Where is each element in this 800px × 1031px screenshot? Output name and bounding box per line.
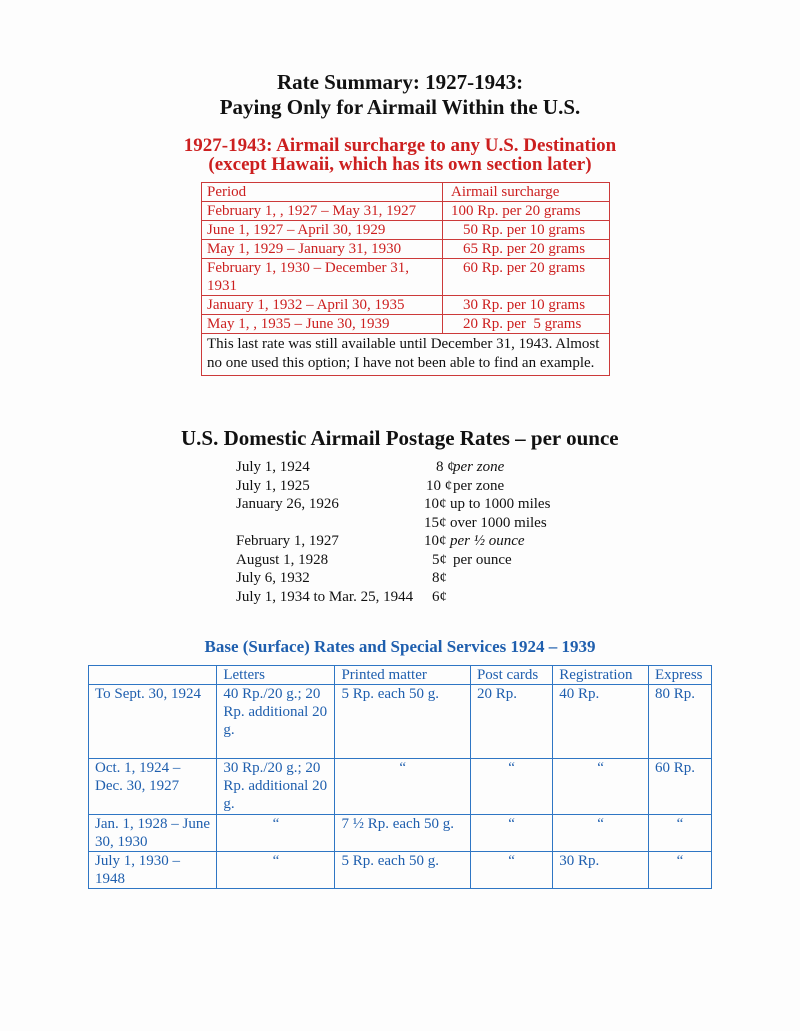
registration-cell: “	[553, 815, 649, 852]
postcards-cell: “	[470, 852, 552, 889]
header-post-cards: Post cards	[470, 666, 552, 685]
letters-cell: “	[217, 815, 335, 852]
rate-date: July 1, 1925	[236, 477, 310, 494]
header-printed-matter: Printed matter	[335, 666, 470, 685]
express-cell: 80 Rp.	[649, 685, 712, 759]
period-cell: February 1, , 1927 – May 31, 1927	[202, 202, 443, 221]
surcharge-header-row	[202, 183, 610, 202]
surcharge-cell: 60 Rp. per 20 grams	[443, 259, 610, 296]
rate-date: July 6, 1932	[236, 570, 310, 586]
rate-date: July 1, 1934 to Mar. 25, 1944	[236, 588, 414, 605]
rate-amount: 8¢	[432, 570, 447, 586]
rate-unit: per zone	[453, 477, 505, 494]
letters-cell: 30 Rp./20 g.; 20 Rp. additional 20 g.	[217, 759, 335, 815]
table-row	[202, 315, 610, 334]
period-cell: July 1, 1930 – 1948	[89, 852, 217, 889]
surcharge-cell: 20 Rp. per 5 grams	[443, 315, 610, 334]
domestic-heading: U.S. Domestic Airmail Postage Rates – per ounce	[181, 426, 619, 450]
table-row	[89, 852, 712, 889]
rate-date: July 1, 1924	[236, 459, 310, 475]
list-item	[236, 532, 576, 552]
page-title-line-2: Paying Only for Airmail Within the U.S.	[219, 95, 581, 119]
printed-cell: 7 ½ Rp. each 50 g.	[335, 815, 470, 852]
page-title-line-1: Rate Summary: 1927-1943:	[276, 70, 524, 94]
surcharge-cell: 100 Rp. per 20 grams	[443, 202, 610, 221]
rate-amount: 15¢	[424, 514, 447, 531]
table-row	[202, 240, 610, 259]
table-row	[202, 221, 610, 240]
printed-cell: “	[335, 759, 470, 815]
list-item	[236, 569, 576, 589]
letters-cell: 40 Rp./20 g.; 20 Rp. additional 20 g.	[217, 685, 335, 759]
surcharge-cell: 65 Rp. per 20 grams	[443, 240, 610, 259]
rate-amount: 5¢	[432, 551, 447, 568]
header-registration: Registration	[553, 666, 649, 685]
rate-date: January 26, 1926	[236, 496, 339, 512]
rate-amount: 10¢	[424, 533, 447, 549]
list-item	[236, 458, 576, 478]
surcharge-cell: 50 Rp. per 10 grams	[443, 221, 610, 240]
period-cell: May 1, , 1935 – June 30, 1939	[202, 315, 443, 334]
surcharge-table	[201, 182, 610, 376]
table-row	[202, 296, 610, 315]
registration-cell: 40 Rp.	[553, 685, 649, 759]
list-item	[236, 588, 576, 608]
rate-amount: 8 ¢	[436, 459, 455, 475]
rate-amount: 6¢	[432, 588, 447, 605]
period-cell: January 1, 1932 – April 30, 1935	[202, 296, 443, 315]
period-cell: February 1, 1930 – December 31, 1931	[202, 259, 443, 296]
rate-amount: 10¢	[424, 496, 447, 512]
surcharge-cell: 30 Rp. per 10 grams	[443, 296, 610, 315]
postcards-cell: “	[470, 759, 552, 815]
table-row	[89, 685, 712, 759]
rate-unit: per zone	[453, 459, 505, 475]
list-item	[236, 514, 576, 534]
rate-date: February 1, 1927	[236, 533, 339, 549]
header-surcharge: Airmail surcharge	[443, 183, 610, 202]
surcharge-note: This last rate was still available until December 31, 1943. Almost no one used this option; I have not been able to find an example.	[202, 334, 610, 376]
table-row	[89, 815, 712, 852]
period-cell: Jan. 1, 1928 – June 30, 1930	[89, 815, 217, 852]
surcharge-heading-line-1: 1927-1943: Airmail surcharge to any U.S. Destination	[183, 135, 617, 156]
header-express: Express	[649, 666, 712, 685]
base-rates-heading: Base (Surface) Rates and Special Services 1924 – 1939	[204, 637, 596, 656]
rate-unit: per ½ ounce	[450, 533, 525, 549]
list-item	[236, 551, 576, 571]
header-period: Period	[202, 183, 443, 202]
base-rates-table	[88, 665, 712, 889]
period-cell: Oct. 1, 1924 – Dec. 30, 1927	[89, 759, 217, 815]
express-cell: “	[649, 815, 712, 852]
registration-cell: 30 Rp.	[553, 852, 649, 889]
header-blank	[89, 666, 217, 685]
period-cell: May 1, 1929 – January 31, 1930	[202, 240, 443, 259]
postcards-cell: “	[470, 815, 552, 852]
rate-unit: up to 1000 miles	[450, 496, 551, 512]
express-cell: “	[649, 852, 712, 889]
list-item	[236, 495, 576, 515]
period-cell: June 1, 1927 – April 30, 1929	[202, 221, 443, 240]
table-row	[202, 202, 610, 221]
rate-date: August 1, 1928	[236, 551, 329, 568]
letters-cell: “	[217, 852, 335, 889]
express-cell: 60 Rp.	[649, 759, 712, 815]
rate-unit: over 1000 miles	[450, 514, 547, 531]
printed-cell: 5 Rp. each 50 g.	[335, 685, 470, 759]
printed-cell: 5 Rp. each 50 g.	[335, 852, 470, 889]
postcards-cell: 20 Rp.	[470, 685, 552, 759]
surcharge-heading-line-2: (except Hawaii, which has its own section later)	[208, 154, 592, 175]
period-cell: To Sept. 30, 1924	[89, 685, 217, 759]
note-row	[202, 334, 610, 376]
rate-unit: per ounce	[453, 551, 512, 568]
table-row	[89, 759, 712, 815]
header-letters: Letters	[217, 666, 335, 685]
registration-cell: “	[553, 759, 649, 815]
rate-amount: 10 ¢	[426, 477, 453, 494]
table-row	[202, 259, 610, 296]
base-header-row	[89, 666, 712, 685]
list-item	[236, 477, 576, 497]
